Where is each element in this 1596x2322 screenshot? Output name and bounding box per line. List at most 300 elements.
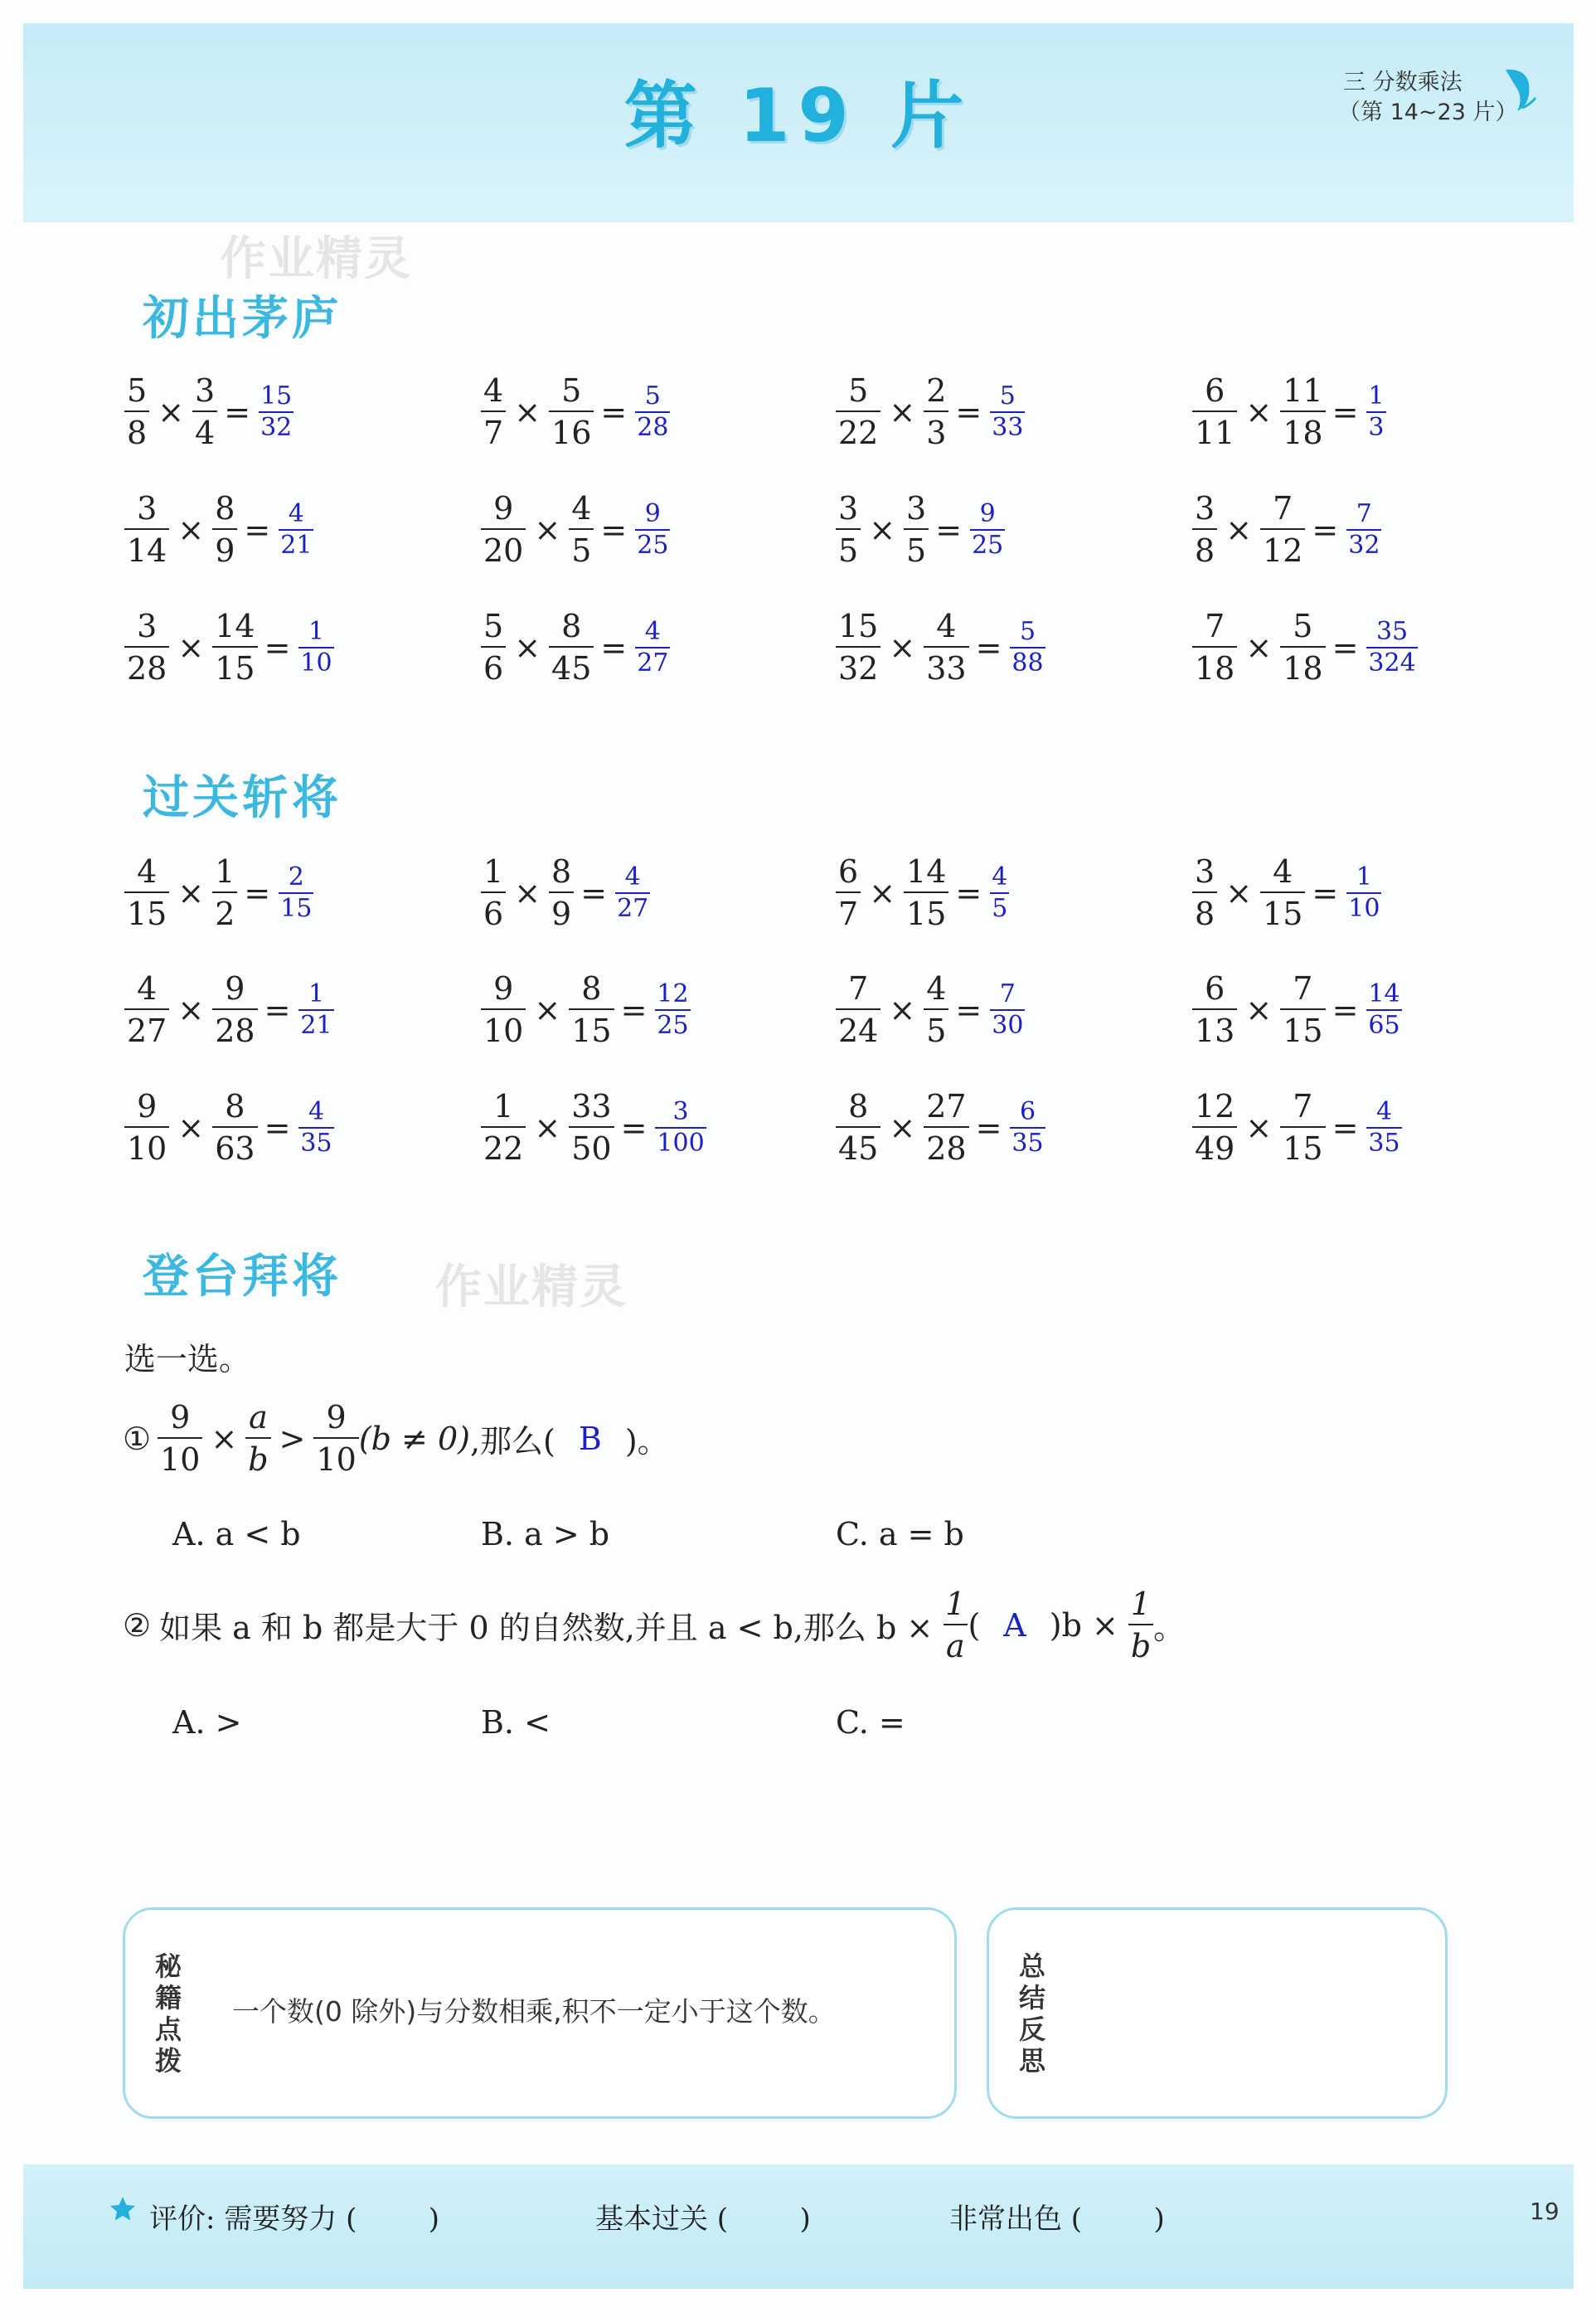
header-wave <box>23 191 1574 224</box>
answer-numerator: 3 <box>672 1096 689 1126</box>
problem <box>124 608 334 687</box>
times-sign: × <box>534 991 561 1028</box>
factor-1-denominator: 8 <box>1192 528 1217 566</box>
factor-2-numerator: 4 <box>1273 853 1293 890</box>
q1-answer: B <box>578 1420 602 1457</box>
factor-1-denominator: 22 <box>836 410 880 449</box>
times-sign: × <box>869 511 896 548</box>
factor-1-numerator: 3 <box>137 490 158 527</box>
factor-2 <box>924 372 948 451</box>
factor-2 <box>549 372 594 451</box>
factor-1-denominator: 22 <box>481 1126 526 1164</box>
factor-2-numerator: 1 <box>215 853 235 890</box>
answer <box>259 381 293 442</box>
factor-1-denominator: 24 <box>836 1008 880 1047</box>
equals-sign: = <box>955 991 982 1028</box>
factor-1-numerator: 12 <box>1195 1088 1235 1125</box>
factor-1-numerator: 1 <box>493 1088 514 1125</box>
problem <box>124 853 313 932</box>
equals-sign: = <box>1332 1109 1359 1146</box>
problem <box>124 970 334 1049</box>
factor-2-denominator: 3 <box>924 410 948 449</box>
factor-1 <box>481 608 506 687</box>
answer-numerator: 5 <box>999 381 1016 410</box>
eval-needs-effort: 评价: 需要努力 ( ) <box>149 2203 440 2236</box>
q2-end: 。 <box>1153 1610 1186 1646</box>
factor-1-numerator: 5 <box>127 372 148 409</box>
answer-numerator: 4 <box>1375 1096 1393 1126</box>
factor-2-denominator: 33 <box>924 646 968 684</box>
q1-option-c: C. a = b <box>836 1516 964 1552</box>
factor-1 <box>124 490 169 569</box>
equals-sign: = <box>600 393 628 430</box>
problem <box>836 490 1005 569</box>
answer-denominator: 28 <box>637 412 669 442</box>
factor-2-denominator: 5 <box>924 1008 948 1047</box>
q1-condition: (b ≠ 0) <box>358 1420 470 1457</box>
factor-1 <box>1192 372 1237 451</box>
answer <box>1346 862 1381 923</box>
star-icon <box>108 2194 138 2224</box>
factor-2-denominator: 28 <box>924 1126 968 1164</box>
factor-2-denominator: 15 <box>904 891 948 930</box>
times-sign: × <box>889 1109 916 1146</box>
factor-2-denominator: 15 <box>212 646 257 684</box>
factor-1-numerator: 3 <box>1195 853 1215 890</box>
factor-1 <box>124 608 169 687</box>
chapter-name: 三 分数乘法 <box>1343 70 1463 95</box>
answer-denominator: 25 <box>972 530 1004 560</box>
factor-2 <box>924 970 948 1049</box>
problem <box>481 490 670 569</box>
answer-denominator: 100 <box>657 1128 705 1158</box>
problem <box>124 1088 334 1167</box>
chapter-range: （第 14~23 片） <box>1338 100 1518 125</box>
equals-sign: = <box>620 1109 648 1146</box>
factor-2-numerator: 3 <box>195 372 216 409</box>
times-sign: × <box>1245 991 1273 1028</box>
factor-1-numerator: 15 <box>838 608 879 644</box>
answer <box>279 498 313 560</box>
factor-1-denominator: 8 <box>124 410 149 449</box>
equals-sign: = <box>264 991 291 1028</box>
answer <box>298 979 333 1040</box>
answer-numerator: 12 <box>657 979 689 1008</box>
factor-1-denominator: 15 <box>124 891 169 930</box>
q2-option-b: B. < <box>481 1704 551 1741</box>
factor-2-numerator: 33 <box>571 1088 612 1125</box>
problem <box>124 372 293 451</box>
answer-numerator: 1 <box>1368 381 1385 410</box>
answer-numerator: 5 <box>644 381 661 410</box>
answer-denominator: 88 <box>1011 648 1044 678</box>
answer-denominator: 10 <box>300 648 332 678</box>
factor-2-numerator: 4 <box>926 970 947 1007</box>
q1-fraction-1: $\frac{9}{10}$ <box>158 1401 202 1475</box>
answer-numerator: 1 <box>308 979 325 1008</box>
answer <box>1366 1096 1401 1158</box>
problem <box>481 1088 706 1167</box>
leaf-icon <box>1499 65 1539 114</box>
answer-numerator: 4 <box>288 498 304 528</box>
factor-2 <box>924 608 968 687</box>
factor-1-numerator: 5 <box>483 608 504 644</box>
factor-1-numerator: 4 <box>483 372 504 409</box>
equals-sign: = <box>244 511 271 548</box>
problem <box>836 853 1009 932</box>
answer-denominator: 33 <box>992 412 1024 442</box>
factor-1-numerator: 3 <box>137 608 158 644</box>
answer-numerator: 4 <box>992 862 1008 891</box>
factor-2-denominator: 45 <box>549 646 594 684</box>
factor-1-numerator: 6 <box>1205 970 1225 1007</box>
summary-box-label: 总 结 反 思 <box>1018 1950 1045 2077</box>
factor-1 <box>1192 490 1217 569</box>
factor-2 <box>569 970 614 1049</box>
problem <box>1192 1088 1402 1167</box>
answer <box>1366 616 1417 678</box>
times-sign: × <box>177 629 205 666</box>
times-sign: × <box>177 991 205 1028</box>
factor-2-numerator: 11 <box>1283 372 1323 409</box>
factor-1 <box>836 1088 880 1167</box>
answer-numerator: 6 <box>1019 1096 1036 1126</box>
page-title: 第 19 片 <box>623 73 973 158</box>
times-sign: × <box>177 511 205 548</box>
answer-denominator: 30 <box>992 1010 1024 1040</box>
times-sign: × <box>1245 1109 1273 1146</box>
answer-denominator: 65 <box>1368 1010 1400 1040</box>
factor-2 <box>904 853 948 932</box>
answer-numerator: 4 <box>644 616 661 646</box>
equals-sign: = <box>264 629 291 666</box>
factor-2 <box>192 372 217 451</box>
problem <box>481 970 691 1049</box>
factor-1-denominator: 18 <box>1192 646 1237 684</box>
factor-1-denominator: 14 <box>124 528 169 566</box>
factor-1-numerator: 9 <box>493 970 514 1007</box>
answer-numerator: 14 <box>1368 979 1400 1008</box>
q1-option-a: A. a < b <box>172 1516 301 1552</box>
answer <box>1366 381 1385 442</box>
factor-2-denominator: 12 <box>1260 528 1305 566</box>
times-sign: × <box>158 393 185 430</box>
factor-2 <box>1280 1088 1325 1167</box>
factor-2 <box>924 1088 968 1167</box>
tip-text: 一个数(0 除外)与分数相乘,积不一定小于这个数。 <box>232 1995 836 2028</box>
answer <box>635 381 670 442</box>
q1-end: )。 <box>624 1423 669 1460</box>
factor-1-denominator: 11 <box>1192 410 1237 449</box>
factor-1 <box>124 970 169 1049</box>
times-sign: × <box>889 991 916 1028</box>
q1-number: ① <box>123 1420 152 1457</box>
factor-1 <box>1192 608 1237 687</box>
factor-1 <box>481 853 506 932</box>
problem <box>1192 372 1386 451</box>
times-sign: × <box>514 393 541 430</box>
times-sign: × <box>177 1109 205 1146</box>
q2-answer: A <box>1003 1606 1026 1644</box>
q1-fraction-2: $\frac{a}{b}$ <box>245 1401 270 1475</box>
answer <box>635 498 670 560</box>
eval-excellent: 非常出色 ( ) <box>949 2203 1165 2236</box>
eval-basic-pass: 基本过关 ( ) <box>595 2203 811 2236</box>
factor-2-denominator: 2 <box>212 891 237 930</box>
tip-box-label: 秘 籍 点 拨 <box>154 1950 182 2077</box>
factor-1-numerator: 9 <box>137 1088 158 1125</box>
factor-1 <box>1192 1088 1237 1167</box>
answer-denominator: 25 <box>637 530 669 560</box>
times-sign: × <box>889 629 916 666</box>
answer <box>970 498 1005 560</box>
factor-1 <box>481 1088 526 1167</box>
factor-2 <box>212 853 237 932</box>
factor-2-numerator: 8 <box>551 853 572 890</box>
factor-1-denominator: 27 <box>124 1008 169 1047</box>
equals-sign: = <box>600 629 628 666</box>
answer-numerator: 5 <box>1019 616 1036 646</box>
watermark: 作业精灵 <box>435 1261 628 1314</box>
factor-1 <box>1192 853 1217 932</box>
times-sign: × <box>1225 511 1253 548</box>
factor-1-numerator: 5 <box>848 372 869 409</box>
factor-2-denominator: 15 <box>569 1008 614 1047</box>
chapter-label <box>1338 68 1518 128</box>
equals-sign: = <box>264 1109 291 1146</box>
factor-2-numerator: 5 <box>561 372 582 409</box>
factor-1 <box>481 970 526 1049</box>
problem <box>481 372 670 451</box>
factor-1-numerator: 3 <box>1195 490 1215 527</box>
q1-fraction-3: $\frac{9}{10}$ <box>313 1401 358 1475</box>
factor-2-denominator: 9 <box>212 528 237 566</box>
factor-1-numerator: 1 <box>483 853 504 890</box>
answer-denominator: 21 <box>300 1010 332 1040</box>
q2-mid: b × <box>1061 1606 1118 1644</box>
answer <box>990 979 1025 1040</box>
factor-2 <box>904 490 929 569</box>
problem <box>1192 970 1402 1049</box>
factor-1-denominator: 7 <box>836 891 861 930</box>
factor-2-denominator: 18 <box>1280 410 1325 449</box>
factor-1 <box>481 372 506 451</box>
problem <box>836 608 1045 687</box>
factor-1 <box>836 490 861 569</box>
factor-2-denominator: 50 <box>569 1126 614 1164</box>
factor-1-numerator: 4 <box>137 970 158 1007</box>
answer-denominator: 35 <box>300 1128 332 1158</box>
answer-denominator: 35 <box>1011 1128 1044 1158</box>
answer-denominator: 5 <box>992 893 1008 923</box>
factor-1-numerator: 6 <box>1205 372 1225 409</box>
q2-option-c: C. = <box>836 1704 905 1741</box>
times-sign: × <box>514 629 541 666</box>
answer-denominator: 35 <box>1368 1128 1400 1158</box>
problem <box>836 1088 1045 1167</box>
factor-2 <box>569 490 594 569</box>
factor-2-numerator: 7 <box>1273 490 1293 527</box>
factor-2 <box>1260 490 1305 569</box>
factor-2 <box>212 1088 257 1167</box>
answer <box>279 862 313 923</box>
question-1: ① $\frac{9}{10}$ × $\frac{a}{b}$ > $\frac{9}{10}$ (b ≠ 0) ,那么( B )。 <box>123 1399 669 1478</box>
times-sign: × <box>514 874 541 911</box>
equals-sign: = <box>1332 629 1359 666</box>
equals-sign: = <box>580 874 608 911</box>
q2-text: 如果 a 和 b 都是大于 0 的自然数,并且 a < b,那么 b × <box>159 1610 934 1646</box>
answer-numerator: 4 <box>308 1096 325 1126</box>
factor-1 <box>124 1088 169 1167</box>
answer <box>298 1096 333 1158</box>
q2-number: ② <box>123 1606 152 1644</box>
factor-2-numerator: 5 <box>1293 608 1313 644</box>
equals-sign: = <box>955 393 982 430</box>
answer-denominator: 27 <box>637 648 669 678</box>
equals-sign: = <box>1332 393 1359 430</box>
answer <box>298 616 333 678</box>
question-2: ② 如果 a 和 b 都是大于 0 的自然数,并且 a < b,那么 b × $\frac{1}{a}$ ( A ) b × $\frac{1}{b}$ 。 <box>123 1586 1186 1664</box>
answer-numerator: 35 <box>1375 616 1409 646</box>
factor-1-denominator: 8 <box>1192 891 1217 930</box>
equals-sign: = <box>600 511 628 548</box>
factor-2-denominator: 28 <box>212 1008 257 1047</box>
answer-numerator: 7 <box>999 979 1016 1008</box>
answer-numerator: 9 <box>979 498 996 528</box>
watermark: 作业精灵 <box>220 232 412 286</box>
equals-sign: = <box>1312 874 1339 911</box>
equals-sign: = <box>935 511 963 548</box>
answer-numerator: 2 <box>288 862 304 891</box>
factor-1-denominator: 28 <box>124 646 169 684</box>
equals-sign: = <box>975 1109 1002 1146</box>
times-sign: × <box>869 874 896 911</box>
problem <box>1192 608 1418 687</box>
factor-1 <box>836 608 880 687</box>
factor-1-numerator: 8 <box>848 1088 869 1125</box>
equals-sign: = <box>224 393 251 430</box>
factor-1-denominator: 6 <box>481 646 506 684</box>
answer <box>990 381 1025 442</box>
answer-denominator: 27 <box>617 893 649 923</box>
factor-2-denominator: 5 <box>569 528 594 566</box>
factor-1-denominator: 7 <box>481 410 506 449</box>
answer <box>1010 616 1045 678</box>
q2-option-a: A. > <box>172 1704 242 1741</box>
answer-denominator: 32 <box>1348 530 1380 560</box>
factor-2-numerator: 9 <box>225 970 245 1007</box>
answer-denominator: 15 <box>280 893 313 923</box>
factor-1 <box>836 853 861 932</box>
times-sign: × <box>534 511 561 548</box>
factor-1 <box>124 372 149 451</box>
answer-numerator: 9 <box>644 498 661 528</box>
factor-1-numerator: 7 <box>1205 608 1225 644</box>
answer-denominator: 3 <box>1368 412 1385 442</box>
factor-2-numerator: 3 <box>906 490 927 527</box>
answer <box>655 979 690 1040</box>
factor-1-denominator: 20 <box>481 528 526 566</box>
q1-option-b: B. a > b <box>481 1516 610 1552</box>
problem <box>124 490 313 569</box>
times-sign: × <box>889 393 916 430</box>
factor-2-numerator: 4 <box>936 608 957 644</box>
times-sign: × <box>1245 629 1273 666</box>
factor-2-numerator: 14 <box>215 608 255 644</box>
factor-1-denominator: 5 <box>836 528 861 566</box>
factor-2-denominator: 9 <box>549 891 574 930</box>
factor-2-denominator: 15 <box>1280 1126 1325 1164</box>
factor-1-denominator: 32 <box>836 646 880 684</box>
q2-fraction-1: $\frac{1}{a}$ <box>943 1588 968 1662</box>
factor-1-denominator: 10 <box>124 1126 169 1164</box>
factor-1-denominator: 45 <box>836 1126 880 1164</box>
answer <box>655 1096 706 1158</box>
answer-denominator: 21 <box>280 530 313 560</box>
answer-numerator: 15 <box>260 381 293 410</box>
answer-numerator: 4 <box>624 862 641 891</box>
factor-2-numerator: 7 <box>1293 1088 1313 1125</box>
factor-1-numerator: 9 <box>493 490 514 527</box>
factor-2-numerator: 8 <box>215 490 235 527</box>
factor-1 <box>836 970 880 1049</box>
factor-2-denominator: 63 <box>212 1126 257 1164</box>
factor-2 <box>549 608 594 687</box>
equals-sign: = <box>1312 511 1339 548</box>
factor-2-denominator: 18 <box>1280 646 1325 684</box>
factor-2-denominator: 16 <box>549 410 594 449</box>
summary-box <box>987 1907 1448 2119</box>
times-sign: × <box>1225 874 1253 911</box>
answer <box>1346 498 1381 560</box>
factor-2 <box>212 970 257 1049</box>
answer <box>990 862 1009 923</box>
factor-2-numerator: 2 <box>926 372 947 409</box>
factor-2-numerator: 7 <box>1293 970 1313 1007</box>
factor-1-numerator: 4 <box>137 853 158 890</box>
factor-1-numerator: 6 <box>838 853 859 890</box>
answer <box>1366 979 1401 1040</box>
page-number: 19 <box>1530 2198 1560 2225</box>
answer <box>1010 1096 1045 1158</box>
factor-2-numerator: 8 <box>581 970 602 1007</box>
problem <box>1192 490 1381 569</box>
answer <box>615 862 650 923</box>
factor-1 <box>1192 970 1237 1049</box>
problem <box>481 853 650 932</box>
factor-2 <box>212 608 257 687</box>
q2-fraction-2: $\frac{1}{b}$ <box>1128 1588 1153 1662</box>
factor-1 <box>481 490 526 569</box>
answer <box>635 616 670 678</box>
factor-2-denominator: 15 <box>1280 1008 1325 1047</box>
answer-denominator: 25 <box>657 1010 689 1040</box>
factor-2-numerator: 8 <box>225 1088 245 1125</box>
answer-numerator: 7 <box>1356 498 1372 528</box>
factor-2 <box>1280 608 1325 687</box>
factor-2-denominator: 15 <box>1260 891 1305 930</box>
equals-sign: = <box>955 874 982 911</box>
factor-2-denominator: 5 <box>904 528 929 566</box>
factor-1-denominator: 10 <box>481 1008 526 1047</box>
section-title-3: 登台拜将 <box>143 1250 342 1304</box>
factor-2-denominator: 4 <box>192 410 217 449</box>
answer-denominator: 324 <box>1368 648 1416 678</box>
factor-1-denominator: 6 <box>481 891 506 930</box>
factor-2-numerator: 8 <box>561 608 582 644</box>
problem <box>1192 853 1381 932</box>
factor-1-denominator: 13 <box>1192 1008 1237 1047</box>
